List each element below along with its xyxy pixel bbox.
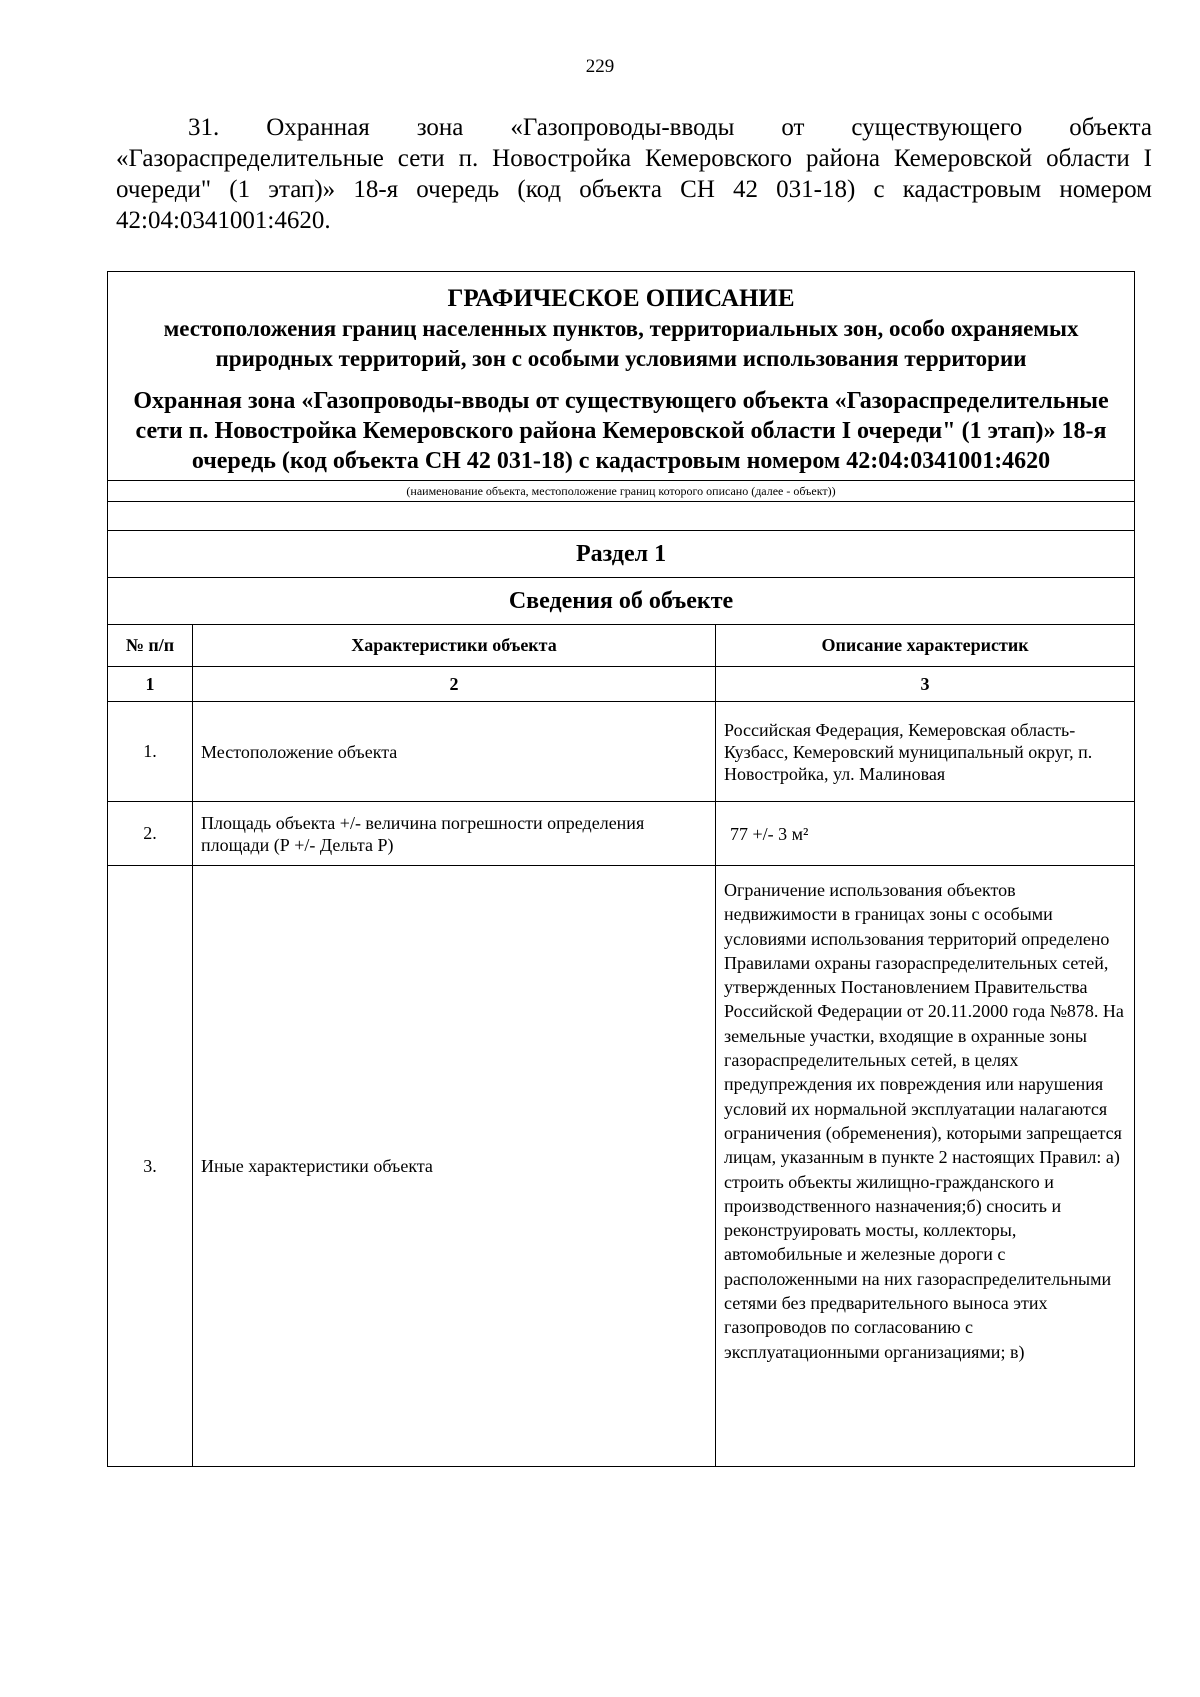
row-characteristic: Площадь объекта +/- величина погрешности определения площади (Р +/- Дельта Р) <box>193 802 716 866</box>
row-number: 1. <box>108 702 193 802</box>
object-note: (наименование объекта, местоположение границ которого описано (далее - объект)) <box>108 481 1135 502</box>
column-number-1: 1 <box>108 667 193 702</box>
intro-text: Охранная зона «Газопроводы-вводы от существующего объекта «Газораспределительные сети п. Новостройка Кемеровского района Кемеровской области I очереди" (1 этап)» 18-я очередь (код объекта СН 42 031-18) с кадастровым номером 42:04:0341001:4620. <box>116 114 1153 234</box>
section-title: Раздел 1 <box>108 531 1135 578</box>
column-header-num: № п/п <box>108 625 193 667</box>
spacer-row <box>108 502 1135 531</box>
row-characteristic: Местоположение объекта <box>193 702 716 802</box>
intro-paragraph <box>116 112 1152 236</box>
table-row <box>108 866 1135 1467</box>
column-header-description: Описание характеристик <box>716 625 1135 667</box>
row-characteristic: Иные характеристики объекта <box>193 866 716 1467</box>
row-description: Ограничение использования объектов недвижимости в границах зоны с особыми условиями использования территорий определено Правилами охраны газораспределительных сетей, утвержденных Постановлением Правительства Российской Федерации от 20.11.2000 года №878. На земельные участки, входящие в охранные зоны газораспределительных сетей, в целях предупреждения их повреждения или нарушения условий их нормальной эксплуатации налагаются ограничения (обременения), которыми запрещается лицам, указанным в пункте 2 настоящих Правил: а) строить объекты жилищно-гражданского и производственного назначения;б) сносить и реконструировать мосты, коллекторы, автомобильные и железные дороги с расположенными на них газораспределительными сетями без предварительного выноса этих газопроводов по согласованию с эксплуатационными организациями; в) <box>724 880 1124 1362</box>
section-subtitle: Сведения об объекте <box>108 578 1135 625</box>
document-subtitle: местоположения границ населенных пунктов, территориальных зон, особо охраняемых природных территорий, зон с особыми условиями использования территории <box>163 316 1079 371</box>
column-number-2: 2 <box>193 667 716 702</box>
page-number: 229 <box>585 56 615 77</box>
column-header-characteristic: Характеристики объекта <box>193 625 716 667</box>
object-name: Охранная зона «Газопроводы-вводы от существующего объекта «Газораспределительные сети п. Новостройка Кемеровского района Кемеровской области I очереди" (1 этап)» 18-я очередь (код объекта СН 42 031-18) с кадастровым номером 42:04:0341001:4620 <box>133 388 1109 474</box>
graphic-description-table <box>107 271 1135 1467</box>
row-description: Российская Федерация, Кемеровская область-Кузбасс, Кемеровский муниципальный округ, п. Новостройка, ул. Малиновая <box>716 702 1135 802</box>
table-row <box>108 702 1135 802</box>
column-number-3: 3 <box>716 667 1135 702</box>
table-row <box>108 802 1135 866</box>
row-description-cell <box>716 866 1135 1467</box>
document-title: ГРАФИЧЕСКОЕ ОПИСАНИЕ <box>447 285 795 312</box>
intro-number: 31. <box>188 114 220 141</box>
row-description: 77 +/- 3 м² <box>716 802 1135 866</box>
row-number: 2. <box>108 802 193 866</box>
title-block <box>108 272 1135 481</box>
row-number: 3. <box>108 866 193 1467</box>
